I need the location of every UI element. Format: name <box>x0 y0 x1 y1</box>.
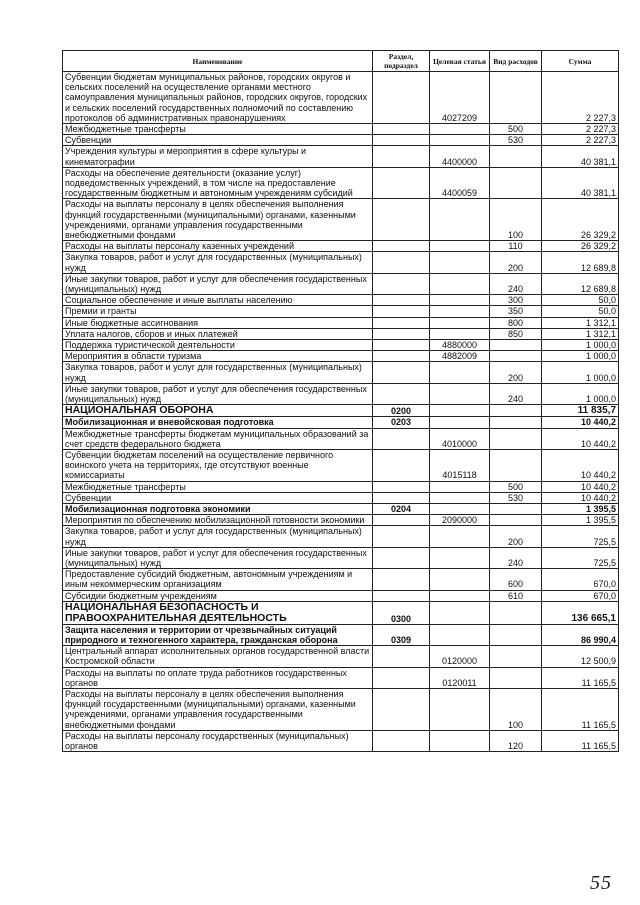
row-amount: 725,5 <box>542 526 619 547</box>
row-target: 0120011 <box>430 667 490 688</box>
row-expense-type: 300 <box>490 295 542 306</box>
row-name: Расходы на выплаты персоналу государственных (муниципальных) органов <box>63 730 373 751</box>
row-amount: 26 329,2 <box>542 241 619 252</box>
table-row <box>63 417 619 428</box>
row-name: Премии и гранты <box>63 306 373 317</box>
row-amount: 1 395,5 <box>542 515 619 526</box>
row-amount: 2 227,3 <box>542 124 619 135</box>
row-section <box>373 383 430 404</box>
row-section <box>373 515 430 526</box>
row-expense-type <box>490 405 542 417</box>
row-expense-type: 100 <box>490 199 542 241</box>
row-name: Закупка товаров, работ и услуг для государственных (муниципальных) нужд <box>63 252 373 273</box>
row-section <box>373 340 430 351</box>
table-row <box>63 306 619 317</box>
header-amount: Сумма <box>542 51 619 72</box>
row-target <box>430 295 490 306</box>
row-target <box>430 547 490 568</box>
row-amount: 670,0 <box>542 569 619 590</box>
row-target <box>430 328 490 339</box>
row-section <box>373 306 430 317</box>
row-target <box>430 730 490 751</box>
row-expense-type: 120 <box>490 730 542 751</box>
row-expense-type: 240 <box>490 383 542 404</box>
table-row <box>63 252 619 273</box>
header-row <box>63 51 619 72</box>
row-name: Уплата налогов, сборов и иных платежей <box>63 328 373 339</box>
row-name: Центральный аппарат исполнительных органов государственной власти Костромской области <box>63 646 373 667</box>
row-expense-type: 200 <box>490 252 542 273</box>
row-amount: 725,5 <box>542 547 619 568</box>
row-section <box>373 252 430 273</box>
row-expense-type: 240 <box>490 273 542 294</box>
row-section: 0300 <box>373 601 430 624</box>
row-expense-type: 500 <box>490 124 542 135</box>
row-target: 4882009 <box>430 351 490 362</box>
table-row <box>63 428 619 449</box>
row-section <box>373 124 430 135</box>
row-section <box>373 167 430 199</box>
row-amount: 12 689,8 <box>542 252 619 273</box>
row-target: 4400000 <box>430 146 490 167</box>
row-target <box>430 405 490 417</box>
row-name: Расходы на выплаты персоналу в целях обеспечения выполнения функций государственными (муниципальными) органами, казенными учреждениями, органами управления государственными внебюджетными фондами <box>63 688 373 730</box>
row-expense-type: 110 <box>490 241 542 252</box>
row-section <box>373 590 430 601</box>
row-amount: 86 990,4 <box>542 624 619 645</box>
row-name: Социальное обеспечение и иные выплаты населению <box>63 295 373 306</box>
row-name: Субвенции <box>63 492 373 503</box>
row-section: 0200 <box>373 405 430 417</box>
row-expense-type <box>490 417 542 428</box>
row-name: Мобилизационная подготовка экономики <box>63 503 373 514</box>
row-section <box>373 646 430 667</box>
row-section <box>373 199 430 241</box>
row-expense-type <box>490 667 542 688</box>
row-name: Мероприятия по обеспечению мобилизационной готовности экономики <box>63 515 373 526</box>
table-body <box>63 72 619 752</box>
row-target <box>430 252 490 273</box>
row-amount: 12 689,8 <box>542 273 619 294</box>
row-expense-type: 530 <box>490 492 542 503</box>
row-name: Закупка товаров, работ и услуг для государственных (муниципальных) нужд <box>63 526 373 547</box>
row-section <box>373 295 430 306</box>
row-section <box>373 449 430 481</box>
table-row <box>63 383 619 404</box>
row-target <box>430 492 490 503</box>
row-expense-type <box>490 503 542 514</box>
row-expense-type: 200 <box>490 526 542 547</box>
row-expense-type: 600 <box>490 569 542 590</box>
row-amount: 12 500,9 <box>542 646 619 667</box>
row-expense-type: 200 <box>490 362 542 383</box>
row-target <box>430 317 490 328</box>
row-target <box>430 362 490 383</box>
row-amount: 10 440,2 <box>542 492 619 503</box>
row-name: Расходы на обеспечение деятельности (оказание услуг) подведомственных учреждений, в том числе на предоставление государственным бюджетным и автономным учреждениям субсидий <box>63 167 373 199</box>
row-target <box>430 383 490 404</box>
row-name: Субсидии бюджетным учреждениям <box>63 590 373 601</box>
table-row <box>63 503 619 514</box>
header-target: Целевая статья <box>430 51 490 72</box>
row-target: 4880000 <box>430 340 490 351</box>
row-section <box>373 688 430 730</box>
row-amount: 1 312,1 <box>542 328 619 339</box>
table-row <box>63 328 619 339</box>
table-row <box>63 624 619 645</box>
page-number: 55 <box>590 872 612 894</box>
row-target <box>430 601 490 624</box>
row-amount: 11 835,7 <box>542 405 619 417</box>
row-name: Предоставление субсидий бюджетным, автономным учреждениям и иным некоммерческим организациям <box>63 569 373 590</box>
row-name: Межбюджетные трансферты <box>63 124 373 135</box>
table-row <box>63 241 619 252</box>
row-amount: 136 665,1 <box>542 601 619 624</box>
row-amount: 11 165,5 <box>542 688 619 730</box>
table-row <box>63 124 619 135</box>
budget-table <box>62 50 619 752</box>
row-amount: 10 440,2 <box>542 417 619 428</box>
row-name: Учреждения культуры и мероприятия в сфере культуры и кинематографии <box>63 146 373 167</box>
row-amount: 10 440,2 <box>542 481 619 492</box>
table-row <box>63 449 619 481</box>
table-row <box>63 730 619 751</box>
row-expense-type <box>490 72 542 124</box>
row-name: Расходы на выплаты персоналу в целях обеспечения выполнения функций государственными (муниципальными) органами, казенными учреждениями, органами управления государственными внебюджетными фондами <box>63 199 373 241</box>
header-name: Наименование <box>63 51 373 72</box>
row-section <box>373 362 430 383</box>
table-row <box>63 590 619 601</box>
row-target: 4015118 <box>430 449 490 481</box>
table-row <box>63 667 619 688</box>
header-expense-type: Вид расходов <box>490 51 542 72</box>
row-name: Иные закупки товаров, работ и услуг для обеспечения государственных (муниципальных) нужд <box>63 273 373 294</box>
row-amount: 1 395,5 <box>542 503 619 514</box>
row-expense-type <box>490 515 542 526</box>
table-row <box>63 167 619 199</box>
row-amount: 1 000,0 <box>542 362 619 383</box>
row-target <box>430 135 490 146</box>
row-section <box>373 328 430 339</box>
table-row <box>63 295 619 306</box>
row-target <box>430 417 490 428</box>
row-amount: 10 440,2 <box>542 449 619 481</box>
table-row <box>63 72 619 124</box>
row-expense-type: 350 <box>490 306 542 317</box>
row-name: НАЦИОНАЛЬНАЯ ОБОРОНА <box>63 405 373 417</box>
row-target <box>430 503 490 514</box>
row-amount: 26 329,2 <box>542 199 619 241</box>
row-amount: 10 440,2 <box>542 428 619 449</box>
row-target <box>430 199 490 241</box>
row-name: Субвенции бюджетам поселений на осуществление первичного воинского учета на территориях, где отсутствуют военные комиссариаты <box>63 449 373 481</box>
row-section: 0203 <box>373 417 430 428</box>
row-amount: 11 165,5 <box>542 730 619 751</box>
row-section <box>373 428 430 449</box>
header-section: Раздел, подраздел <box>373 51 430 72</box>
row-name: Субвенции <box>63 135 373 146</box>
table-row <box>63 340 619 351</box>
row-expense-type <box>490 428 542 449</box>
row-expense-type: 240 <box>490 547 542 568</box>
row-target <box>430 124 490 135</box>
row-name: Иные закупки товаров, работ и услуг для обеспечения государственных (муниципальных) нужд <box>63 547 373 568</box>
table-row <box>63 135 619 146</box>
row-expense-type: 850 <box>490 328 542 339</box>
row-name: Мероприятия в области туризма <box>63 351 373 362</box>
table-row <box>63 199 619 241</box>
row-name: Иные бюджетные ассигнования <box>63 317 373 328</box>
row-name: Межбюджетные трансферты бюджетам муниципальных образований за счет средств федерального бюджета <box>63 428 373 449</box>
row-amount: 50,0 <box>542 306 619 317</box>
row-expense-type: 530 <box>490 135 542 146</box>
row-target: 4010000 <box>430 428 490 449</box>
row-expense-type <box>490 624 542 645</box>
row-amount: 1 000,0 <box>542 340 619 351</box>
row-name: Поддержка туристической деятельности <box>63 340 373 351</box>
row-section <box>373 351 430 362</box>
row-expense-type: 100 <box>490 688 542 730</box>
table-row <box>63 492 619 503</box>
table-row <box>63 317 619 328</box>
row-target <box>430 306 490 317</box>
row-expense-type <box>490 449 542 481</box>
row-expense-type <box>490 351 542 362</box>
row-target <box>430 526 490 547</box>
table-row <box>63 569 619 590</box>
row-target: 4400059 <box>430 167 490 199</box>
row-target <box>430 590 490 601</box>
row-amount: 2 227,3 <box>542 72 619 124</box>
table-row <box>63 362 619 383</box>
table-row <box>63 688 619 730</box>
row-target <box>430 273 490 294</box>
row-amount: 1 312,1 <box>542 317 619 328</box>
row-section <box>373 667 430 688</box>
row-section <box>373 492 430 503</box>
table-header <box>63 51 619 72</box>
row-name: Субвенции бюджетам муниципальных районов, городских округов и сельских поселений на осуществление органами местного самоуправления муниципальных районов, городских округов, городских и сельских поселений государственных полномочий по составлению протоколов об административных правонарушениях <box>63 72 373 124</box>
row-amount: 1 000,0 <box>542 383 619 404</box>
table-row <box>63 515 619 526</box>
row-section <box>373 317 430 328</box>
table-row <box>63 601 619 624</box>
row-section <box>373 481 430 492</box>
row-amount: 670,0 <box>542 590 619 601</box>
row-name: НАЦИОНАЛЬНАЯ БЕЗОПАСНОСТЬ И ПРАВООХРАНИТЕЛЬНАЯ ДЕЯТЕЛЬНОСТЬ <box>63 601 373 624</box>
row-expense-type: 610 <box>490 590 542 601</box>
row-name: Расходы на выплаты персоналу казенных учреждений <box>63 241 373 252</box>
row-section <box>373 72 430 124</box>
table-row <box>63 646 619 667</box>
row-target <box>430 569 490 590</box>
row-name: Межбюджетные трансферты <box>63 481 373 492</box>
row-amount: 2 227,3 <box>542 135 619 146</box>
row-section: 0204 <box>373 503 430 514</box>
row-amount: 11 165,5 <box>542 667 619 688</box>
row-target: 2090000 <box>430 515 490 526</box>
row-expense-type <box>490 167 542 199</box>
row-amount: 1 000,0 <box>542 351 619 362</box>
table-row <box>63 351 619 362</box>
row-name: Мобилизационная и вневойсковая подготовка <box>63 417 373 428</box>
row-name: Защита населения и территории от чрезвычайных ситуаций природного и техногенного характера, гражданская оборона <box>63 624 373 645</box>
row-section <box>373 526 430 547</box>
row-section <box>373 730 430 751</box>
row-name: Расходы на выплаты по оплате труда работников государственных органов <box>63 667 373 688</box>
row-expense-type <box>490 601 542 624</box>
row-name: Иные закупки товаров, работ и услуг для обеспечения государственных (муниципальных) нужд <box>63 383 373 404</box>
table-row <box>63 146 619 167</box>
table-row <box>63 481 619 492</box>
table-row <box>63 273 619 294</box>
row-expense-type <box>490 340 542 351</box>
row-section <box>373 547 430 568</box>
row-section <box>373 273 430 294</box>
row-expense-type: 500 <box>490 481 542 492</box>
table-row <box>63 405 619 417</box>
row-target: 0120000 <box>430 646 490 667</box>
table-row <box>63 526 619 547</box>
row-target <box>430 241 490 252</box>
row-target: 4027209 <box>430 72 490 124</box>
row-expense-type <box>490 146 542 167</box>
row-section <box>373 135 430 146</box>
row-expense-type <box>490 646 542 667</box>
row-amount: 40 381,1 <box>542 167 619 199</box>
row-section: 0309 <box>373 624 430 645</box>
row-expense-type: 800 <box>490 317 542 328</box>
row-target <box>430 481 490 492</box>
row-name: Закупка товаров, работ и услуг для государственных (муниципальных) нужд <box>63 362 373 383</box>
row-section <box>373 146 430 167</box>
row-amount: 40 381,1 <box>542 146 619 167</box>
row-amount: 50,0 <box>542 295 619 306</box>
row-target <box>430 688 490 730</box>
row-section <box>373 241 430 252</box>
row-target <box>430 624 490 645</box>
row-section <box>373 569 430 590</box>
table-row <box>63 547 619 568</box>
